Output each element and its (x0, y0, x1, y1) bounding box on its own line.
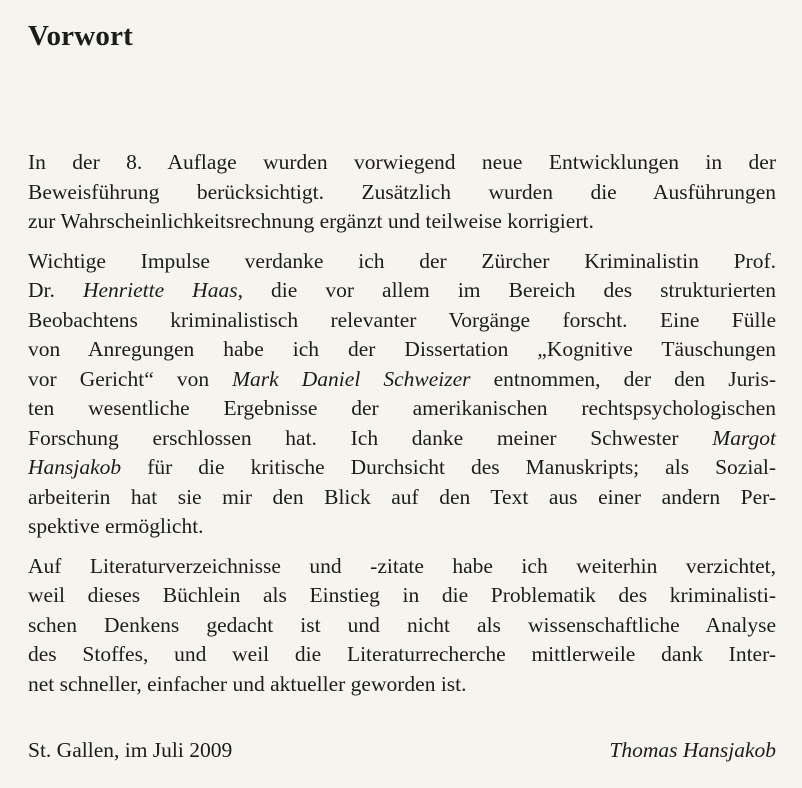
text-line (28, 512, 776, 542)
text-run: für die kritische Durchsicht des Manuskripts; als Sozial- (121, 455, 776, 479)
text-line (28, 335, 776, 365)
text-run: Forschung erschlossen hat. Ich danke meiner Schwester (28, 425, 713, 450)
text-run: zur Wahrscheinlichkeitsrechnung ergänzt und teilweise korrigiert. (28, 209, 594, 233)
person-name-italic: Henriette Haas (82, 278, 238, 302)
text-run: In der 8. Auflage wurden vorwiegend neue Entwicklungen in der (28, 150, 776, 174)
text-run: schen Denkens gedacht ist und nicht als wissenschaftliche Analyse (28, 612, 776, 637)
text-line (28, 276, 776, 306)
text-run: Beobachtens kriminalistisch relevanter Vorgänge forscht. Eine Fülle (28, 307, 776, 332)
text-run: Auf Literaturverzeichnisse und -zitate habe ich weiterhin verzichtet, (28, 553, 776, 578)
text-run: vor Gericht“ von (28, 366, 233, 391)
text-line (28, 670, 776, 700)
text-line (28, 552, 776, 582)
text-run: ten wesentliche Ergebnisse der amerikanischen rechtspsychologischen (28, 396, 776, 420)
text-line (28, 306, 776, 336)
text-line (28, 394, 776, 424)
text-run: von Anregungen habe ich der Dissertation „Kognitive Täuschungen (28, 337, 776, 361)
preface-body (28, 148, 776, 709)
paragraph (28, 247, 776, 542)
text-run: Beweisführung berücksichtigt. Zusätzlich wurden die Ausführungen (28, 179, 776, 204)
text-line (28, 611, 776, 641)
text-run: , die vor allem im Bereich des strukturierten (237, 278, 777, 302)
text-line (28, 365, 776, 395)
text-run: net schneller, einfacher und aktueller geworden ist. (28, 671, 467, 696)
text-line (28, 483, 776, 513)
text-line (28, 207, 776, 237)
text-run: weil dieses Büchlein als Einstieg in die Problematik des kriminalisti- (28, 583, 776, 607)
text-line (28, 247, 776, 277)
text-line (28, 453, 776, 483)
text-line (28, 148, 776, 178)
text-line (28, 581, 776, 611)
person-name-italic: Margot (712, 425, 776, 450)
text-line (28, 640, 776, 670)
text-run: des Stoffes, und weil die Literaturrecherche mittlerweile dank Inter- (28, 642, 776, 666)
paragraph (28, 552, 776, 700)
person-name-italic: Hansjakob (28, 455, 122, 479)
place-date: St. Gallen, im Juli 2009 (28, 738, 233, 762)
author-name: Thomas Hansjakob (609, 738, 776, 762)
text-run: entnommen, der den Juris- (470, 366, 777, 391)
paragraph (28, 148, 776, 237)
text-line (28, 424, 776, 454)
page-title: Vorwort (28, 20, 134, 52)
person-name-italic: Mark Daniel Schweizer (232, 366, 471, 391)
text-line (28, 178, 776, 208)
text-run: arbeiterin hat sie mir den Blick auf den Text aus einer andern Per- (28, 484, 776, 509)
text-run: spektive ermöglicht. (28, 514, 204, 538)
text-run: Wichtige Impulse verdanke ich der Zürcher Kriminalistin Prof. (28, 248, 776, 273)
text-run: Dr. (28, 278, 83, 302)
